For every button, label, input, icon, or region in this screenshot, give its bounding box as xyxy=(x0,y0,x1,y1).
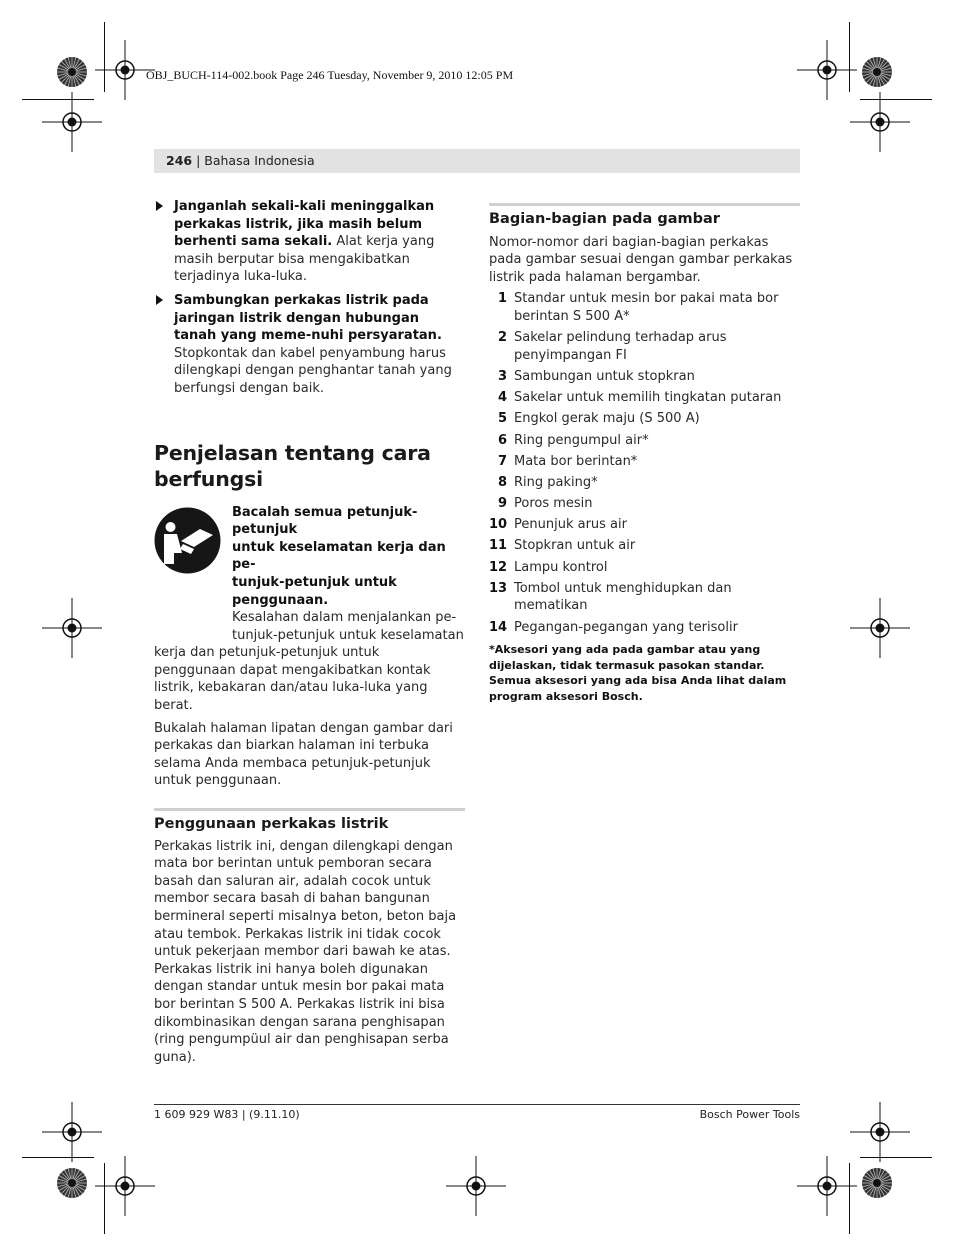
part-label: Stopkran untuk air xyxy=(514,538,636,554)
heading-rule xyxy=(154,808,465,811)
header-separator: | xyxy=(192,153,205,168)
part-number: 6 xyxy=(497,432,507,448)
crop-mark-line xyxy=(22,99,94,100)
part-label: Pegangan-pegangan yang terisolir xyxy=(514,619,738,635)
crop-mark-line xyxy=(22,1157,94,1158)
part-label: Engkol gerak maju (S 500 A) xyxy=(514,411,700,427)
part-label: Mata bor berintan* xyxy=(514,453,638,469)
warning-bold-line: tunjuk-petunjuk untuk penggunaan. xyxy=(232,574,397,608)
warning-text: kerja dan petunjuk-petunjuk untuk penggunaan dapat mengakibatkan kontak listrik, kebakaran dan/atau luka-luka yang berat. xyxy=(154,645,431,714)
color-target-icon xyxy=(56,1167,88,1199)
parts-list-item xyxy=(489,495,800,513)
print-header: OBJ_BUCH-114-002.book Page 246 Tuesday, November 9, 2010 12:05 PM xyxy=(146,68,514,82)
part-number: 4 xyxy=(497,390,507,406)
part-label: Standar untuk mesin bor pakai mata bor berintan S 500 A* xyxy=(514,291,779,324)
left-column xyxy=(154,198,465,1066)
usage-heading: Penggunaan perkakas listrik xyxy=(154,816,389,833)
part-number: 7 xyxy=(497,453,507,469)
parts-list xyxy=(489,290,800,636)
part-label: Ring paking* xyxy=(514,474,598,490)
part-number: 3 xyxy=(497,368,507,384)
section-title-line-2: berfungsi xyxy=(154,466,263,491)
color-target-icon xyxy=(861,56,893,88)
warning-text-line: tunjuk-petunjuk untuk keselamatan xyxy=(232,627,464,643)
warning-text-line: Kesalahan dalam menjalankan pe- xyxy=(232,610,457,626)
accessory-footnote: *Aksesori yang ada pada gambar atau yang dijelaskan, tidak termasuk pasokan standar. Semua aksesori yang ada bisa Anda lihat dalam program aksesori Bosch. xyxy=(489,643,787,703)
parts-list-item xyxy=(489,537,800,555)
parts-list-item xyxy=(489,410,800,428)
crosshair-mark-icon xyxy=(446,1156,506,1216)
part-number: 11 xyxy=(489,538,508,554)
footer-rule xyxy=(154,1104,800,1105)
crop-mark-line xyxy=(860,99,932,100)
crosshair-mark-icon xyxy=(850,92,910,152)
page-number: 246 xyxy=(166,153,193,168)
color-target-icon xyxy=(56,56,88,88)
parts-list-item xyxy=(489,329,800,364)
parts-list-item xyxy=(489,290,800,325)
part-label: Sakelar pelindung terhadap arus penyimpangan FI xyxy=(514,330,727,363)
bullet-triangle-icon xyxy=(156,295,163,305)
bullet-bold-text: Janganlah sekali-kali meninggalkan perkakas listrik, jika masih belum berhenti sama sekali. xyxy=(174,199,435,250)
parts-list-item xyxy=(489,516,800,534)
parts-list-item xyxy=(489,389,800,407)
part-label: Lampu kontrol xyxy=(514,559,608,575)
part-label: Tombol untuk menghidupkan dan mematikan xyxy=(514,580,732,614)
parts-list-item xyxy=(489,368,800,386)
crosshair-mark-icon xyxy=(42,598,102,658)
part-number: 9 xyxy=(497,496,507,512)
crosshair-mark-icon xyxy=(42,92,102,152)
part-number: 1 xyxy=(497,291,507,307)
bullet-text: Alat kerja yang masih berputar bisa mengakibatkan terjadinya luka-luka. xyxy=(174,234,435,285)
warning-bold-line: Bacalah semua petunjuk-petunjuk xyxy=(232,504,418,538)
crop-mark-line xyxy=(860,1157,932,1158)
crop-mark-line xyxy=(104,1163,105,1234)
crop-mark-line xyxy=(104,22,105,92)
crosshair-mark-icon xyxy=(797,40,857,100)
part-number: 8 xyxy=(497,474,507,490)
part-number: 12 xyxy=(489,559,508,575)
parts-list-item xyxy=(489,432,800,450)
parts-list-item xyxy=(489,580,800,615)
warning-block xyxy=(154,504,465,715)
page-header xyxy=(154,149,800,173)
parts-list-item xyxy=(489,474,800,492)
parts-list-item xyxy=(489,619,800,637)
part-label: Poros mesin xyxy=(514,496,593,512)
read-manual-icon xyxy=(154,507,221,574)
part-label: Penunjuk arus air xyxy=(514,517,627,533)
bullet-text: Stopkontak dan kabel penyambung harus dilengkapi dengan penghantar tanah yang berfungsi dengan baik. xyxy=(174,345,452,396)
heading-rule xyxy=(489,203,800,206)
right-column xyxy=(489,203,800,705)
parts-intro: Nomor-nomor dari bagian-bagian perkakas pada gambar sesuai dengan gambar perkakas listrik pada halaman bergambar. xyxy=(489,234,793,285)
section-title-line-1: Penjelasan tentang cara xyxy=(154,440,431,465)
crop-mark-line xyxy=(849,1163,850,1234)
part-number: 13 xyxy=(489,580,508,596)
crosshair-mark-icon xyxy=(850,598,910,658)
crop-mark-line xyxy=(849,22,850,92)
safety-bullet xyxy=(154,292,465,398)
crosshair-mark-icon xyxy=(797,1156,857,1216)
footer-brand: Bosch Power Tools xyxy=(699,1108,800,1121)
crosshair-mark-icon xyxy=(42,1102,102,1162)
warning-bold-line: untuk keselamatan kerja dan pe- xyxy=(232,539,446,573)
part-number: 2 xyxy=(497,330,507,346)
usage-paragraph: Perkakas listrik ini, dengan dilengkapi dengan mata bor berintan untuk pemboran secara basah dan saluran air, adalah cocok untuk membor secara basah di bahan bangunan bermineral seperti misalnya beton, beton baja atau tembok. Perkakas listrik ini tidak cocok untuk pekerjaan membor dari bawah ke atas. Perkakas listrik ini hanya boleh digunakan dengan standar untuk mesin bor pakai mata bor berintan S 500 A. Perkakas listrik ini bisa dikombinasikan dengan sarana penghisapan (ring pengumpüul air dan penghisapan serba guna). xyxy=(154,838,457,1065)
header-language: Bahasa Indonesia xyxy=(204,153,315,168)
part-number: 10 xyxy=(489,517,508,533)
part-number: 5 xyxy=(497,411,507,427)
fold-out-paragraph: Bukalah halaman lipatan dengan gambar dari perkakas dan biarkan halaman ini terbuka selama Anda membaca petunjuk-petunjuk untuk penggunaan. xyxy=(154,720,453,789)
safety-bullet xyxy=(154,198,465,286)
bullet-triangle-icon xyxy=(156,201,163,211)
part-label: Sakelar untuk memilih tingkatan putaran xyxy=(514,390,782,406)
footer-doc-number: 1 609 929 W83 | (9.11.10) xyxy=(154,1108,300,1121)
parts-list-item xyxy=(489,559,800,577)
parts-list-item xyxy=(489,453,800,471)
crosshair-mark-icon xyxy=(850,1102,910,1162)
part-number: 14 xyxy=(489,619,508,635)
section-title xyxy=(154,440,465,492)
bullet-bold-text: Sambungkan perkakas listrik pada jaringan listrik dengan hubungan tanah yang meme-nuhi persyaratan. xyxy=(174,292,442,344)
part-label: Sambungan untuk stopkran xyxy=(514,368,695,384)
parts-heading: Bagian-bagian pada gambar xyxy=(489,211,720,227)
color-target-icon xyxy=(861,1167,893,1199)
part-label: Ring pengumpul air* xyxy=(514,432,649,448)
